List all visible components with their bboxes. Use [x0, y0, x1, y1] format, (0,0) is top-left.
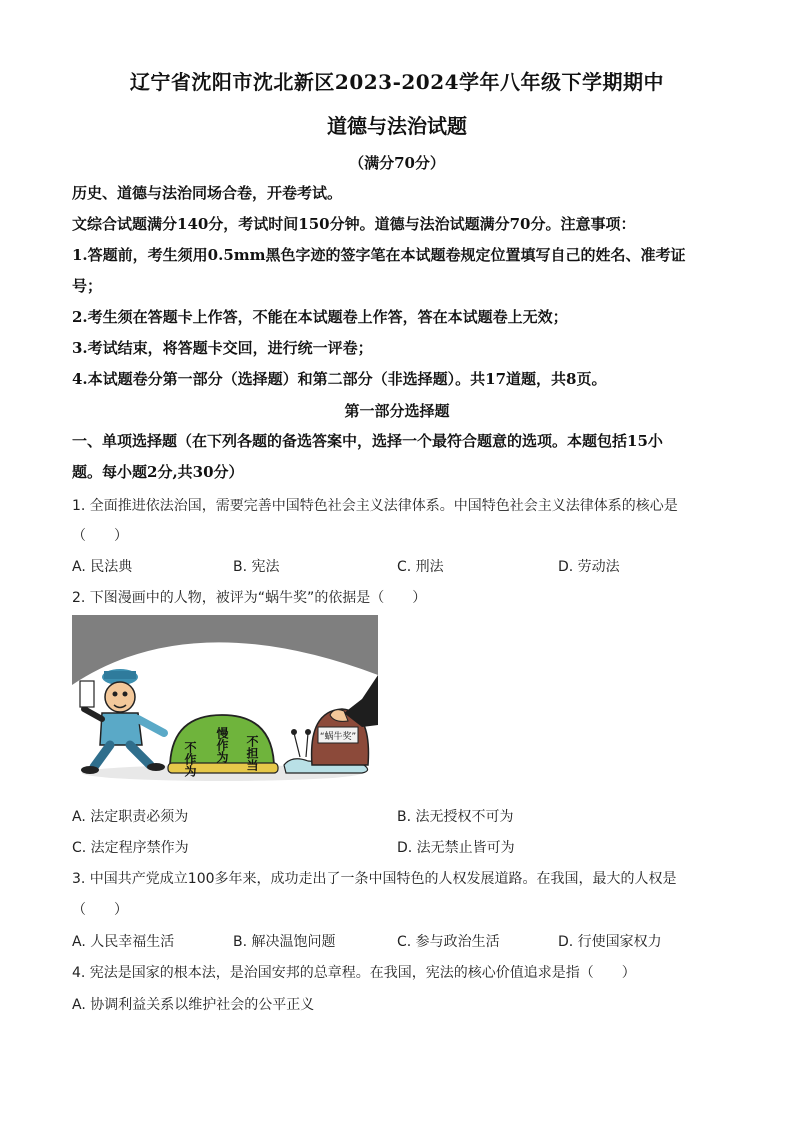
q3-option-d: D. 行使国家权力	[558, 934, 662, 950]
note-1-cont: 号；	[72, 277, 103, 295]
part1-heading: 第一部分选择题	[344, 402, 450, 420]
q2-option-b: B. 法无授权不可为	[397, 809, 514, 825]
cartoon-image	[72, 615, 378, 785]
intro-line-1: 历史、道德与法治同场合卷，开卷考试。	[72, 184, 343, 202]
q3-option-b: B. 解决温饱问题	[233, 934, 336, 950]
q2-option-c: C. 法定程序禁作为	[72, 840, 189, 856]
part1-instructions: 一、单项选择题（在下列各题的备选答案中，选择一个最符合题意的选项。本题包括15小	[72, 432, 663, 450]
q2-option-a: A. 法定职责必须为	[72, 809, 189, 825]
note-2: 2.考生须在答题卡上作答，不能在本试题卷上作答，答在本试题卷上无效；	[72, 308, 568, 326]
q3-stem: 3. 中国共产党成立100多年来，成功走出了一条中国特色的人权发展道路。在我国，最大的人权是	[72, 871, 677, 887]
q1-option-c: C. 刑法	[397, 559, 444, 575]
q1-option-b: B. 宪法	[233, 559, 280, 575]
q4-option-a: A. 协调利益关系以维护社会的公平正义	[72, 997, 315, 1013]
intro-line-2: 文综合试题满分140分，考试时间150分钟。道德与法治试题满分70分。注意事项：	[72, 215, 636, 233]
q1-option-a: A. 民法典	[72, 559, 133, 575]
q1-stem: 1. 全面推进依法治国，需要完善中国特色社会主义法律体系。中国特色社会主义法律体系的核心是	[72, 498, 678, 514]
q1-option-d: D. 劳动法	[558, 559, 620, 575]
exam-subtitle: 道德与法治试题	[327, 114, 467, 138]
shell-word-2: 慢作为	[215, 727, 229, 763]
shell-word-3: 不担当	[245, 735, 259, 771]
exam-title: 辽宁省沈阳市沈北新区2023-2024学年八年级下学期期中	[129, 70, 665, 94]
full-score: （满分70分）	[349, 154, 445, 172]
note-4: 4.本试题卷分第一部分（选择题）和第二部分（非选择题）。共17道题，共8页。	[72, 370, 607, 388]
q1-stem-cont: （ ）	[72, 528, 128, 544]
note-1: 1.答题前，考生须用0.5mm黑色字迹的签字笔在本试题卷规定位置填写自己的姓名、准考证	[72, 246, 686, 264]
part1-instructions-cont: 题。每小题2分,共30分）	[72, 463, 244, 481]
q3-option-a: A. 人民幸福生活	[72, 934, 175, 950]
note-3: 3.考试结束，将答题卡交回，进行统一评卷；	[72, 339, 373, 357]
shell-word-1: 不作为	[183, 741, 197, 777]
q2-option-d: D. 法无禁止皆可为	[397, 840, 515, 856]
snail-award-label: “蜗牛奖”	[319, 732, 357, 742]
q3-stem-cont: （ ）	[72, 902, 128, 918]
q4-stem: 4. 宪法是国家的根本法，是治国安邦的总章程。在我国，宪法的核心价值追求是指（ ）	[72, 965, 636, 981]
q2-stem: 2. 下图漫画中的人物，被评为“蜗牛奖”的依据是（ ）	[72, 590, 427, 606]
q3-option-c: C. 参与政治生活	[397, 934, 500, 950]
